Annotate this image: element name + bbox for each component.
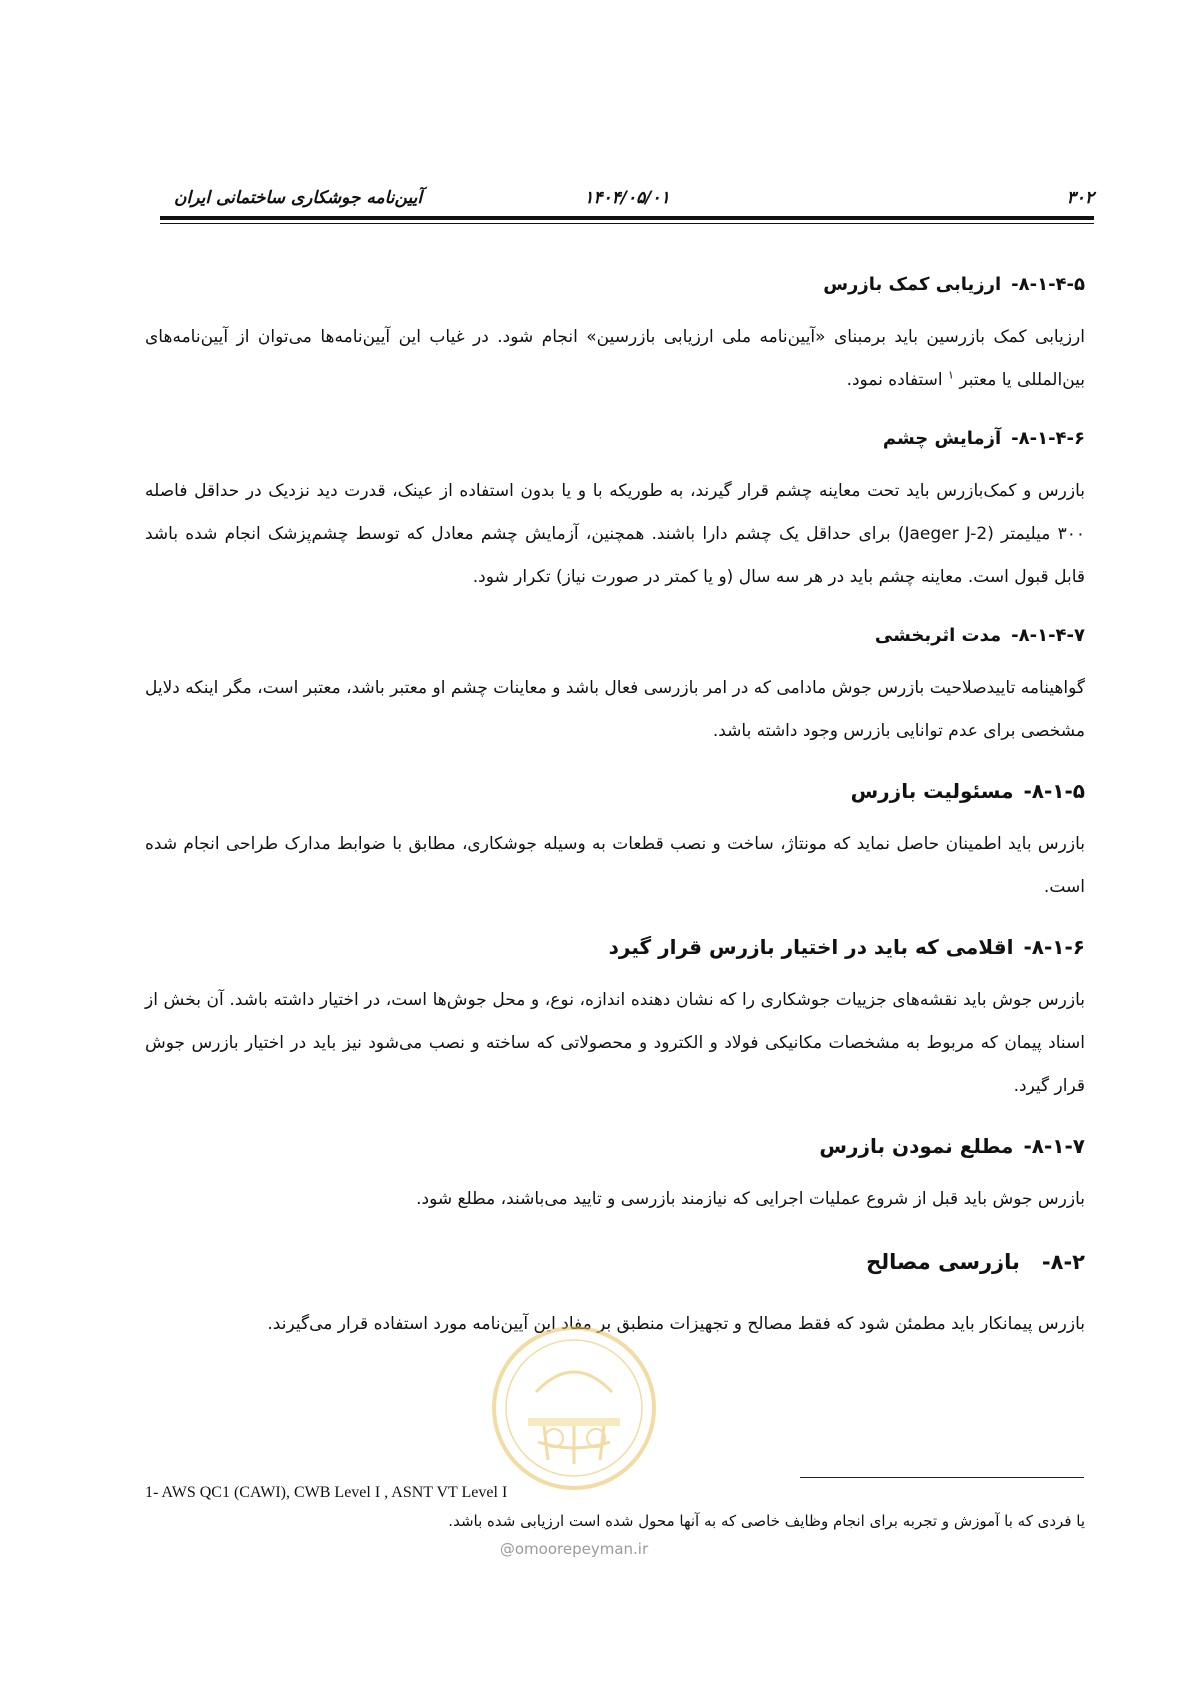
header-rule-thick	[160, 216, 1094, 220]
section-heading	[145, 272, 1085, 298]
header-date: ۱۴۰۴/۰۵/۰۱	[584, 188, 670, 208]
footnote-english: 1- AWS QC1 (CAWI), CWB Level I , ASNT VT Level I	[145, 1484, 508, 1501]
section-title: مطلع نمودن بازرس	[819, 1134, 1014, 1158]
paragraph-text-end: استفاده نمود.	[846, 370, 943, 390]
section-number: ۸-۱-۴-۵-	[1011, 274, 1085, 295]
section-paragraph: بازرس جوش باید نقشه‌های جزییات جوشکاری را که نشان دهنده اندازه، نوع، و محل جوش‌ها است، در اختیار داشته باشد. آن بخش از اسناد پیمان که مربوط به مشخصات مکانیکی فولاد و الکترود و محصولاتی که ساخته و نصب می‌شود نیز باید در اختیار بازرس جوش قرار گیرد.	[145, 990, 1085, 1096]
section-title: آزمایش چشم	[882, 428, 1002, 449]
section-title: بازرسی مصالح	[866, 1250, 1020, 1274]
section-number: ۸-۱-۵-	[1023, 779, 1085, 803]
section-number: ۸-۲-	[1041, 1250, 1085, 1274]
header-rule-thin	[160, 223, 1094, 224]
section-heading	[145, 777, 1085, 805]
section-heading	[145, 1132, 1085, 1160]
section-number: ۸-۱-۴-۷-	[1011, 625, 1085, 646]
section-paragraph: بازرس جوش باید قبل از شروع عملیات اجرایی که نیازمند بازرسی و تایید می‌باشند، مطلع شود.	[416, 1189, 1085, 1209]
page-header	[160, 184, 1094, 212]
section-heading	[145, 1247, 1085, 1277]
section-heading	[145, 623, 1085, 649]
section-title: اقلامی که باید در اختیار بازرس قرار گیرد	[608, 935, 1014, 959]
section-paragraph: بازرس و کمک‌بازرس باید تحت معاینه چشم قرار گیرند، به طوریکه با و یا بدون استفاده از عینک، قدرت دید نزدیک در حداقل فاصله ۳۰۰ میلیمتر (Jaeger J-2) برای حداقل یک چشم دارا باشند. همچنین، آزمایش چشم معادل که توسط چشم‌پزشک انجام شده باشد قابل قبول است. معاینه چشم باید در هر سه سال (و یا کمتر در صورت نیاز) تکرار شود.	[145, 481, 1085, 587]
section-paragraph: بازرس پیمانکار باید مطمئن شود که فقط مصالح و تجهیزات منطبق بر مفاد این آیین‌نامه مورد استفاده قرار می‌گیرند.	[267, 1314, 1085, 1334]
footnote-rule	[800, 1477, 1084, 1478]
footnote-marker: ۱	[948, 368, 954, 382]
section-paragraph	[145, 316, 1085, 402]
main-content	[145, 272, 1085, 1370]
section-title: مدت اثربخشی	[874, 625, 1002, 646]
section-number: ۸-۱-۶-	[1023, 935, 1085, 959]
watermark-logo	[488, 1322, 660, 1494]
section-paragraph: بازرس باید اطمینان حاصل نماید که مونتاژ، ساخت و نصب قطعات به وسیله جوشکاری، مطابق با ضوابط مدارک طراحی انجام شده است.	[145, 834, 1085, 897]
book-title: آیین‌نامه جوشکاری ساختمانی ایران	[174, 188, 423, 208]
section-title: ارزیابی کمک بازرس	[823, 274, 1002, 295]
section-paragraph: گواهینامه تاییدصلاحیت بازرس جوش مادامی که در امر بازرسی فعال باشد و معاینات چشم او معتبر باشد، معتبر است، مگر اینکه دلایل مشخصی برای عدم توانایی بازرس وجود داشته باشد.	[145, 678, 1085, 741]
section-number: ۸-۱-۷-	[1023, 1134, 1085, 1158]
section-heading	[145, 426, 1085, 452]
page-number: ۳۰۲	[1066, 188, 1094, 208]
footnote-persian: یا فردی که با آموزش و تجربه برای انجام وظایف خاصی که به آنها محول شده است ارزیابی شده باشد.	[448, 1512, 1085, 1530]
section-heading	[145, 933, 1085, 961]
watermark-site: @omoorepeyman.ir	[499, 1540, 649, 1558]
section-title: مسئولیت بازرس	[850, 779, 1014, 803]
paragraph-text: ارزیابی کمک بازرسین باید برمبنای «آیین‌نامه ملی ارزیابی بازرسین» انجام شود. در غیاب این آیین‌نامه‌ها می‌توان از آیین‌نامه‌های بین‌المللی یا معتبر	[145, 327, 1085, 390]
section-number: ۸-۱-۴-۶-	[1011, 428, 1085, 449]
